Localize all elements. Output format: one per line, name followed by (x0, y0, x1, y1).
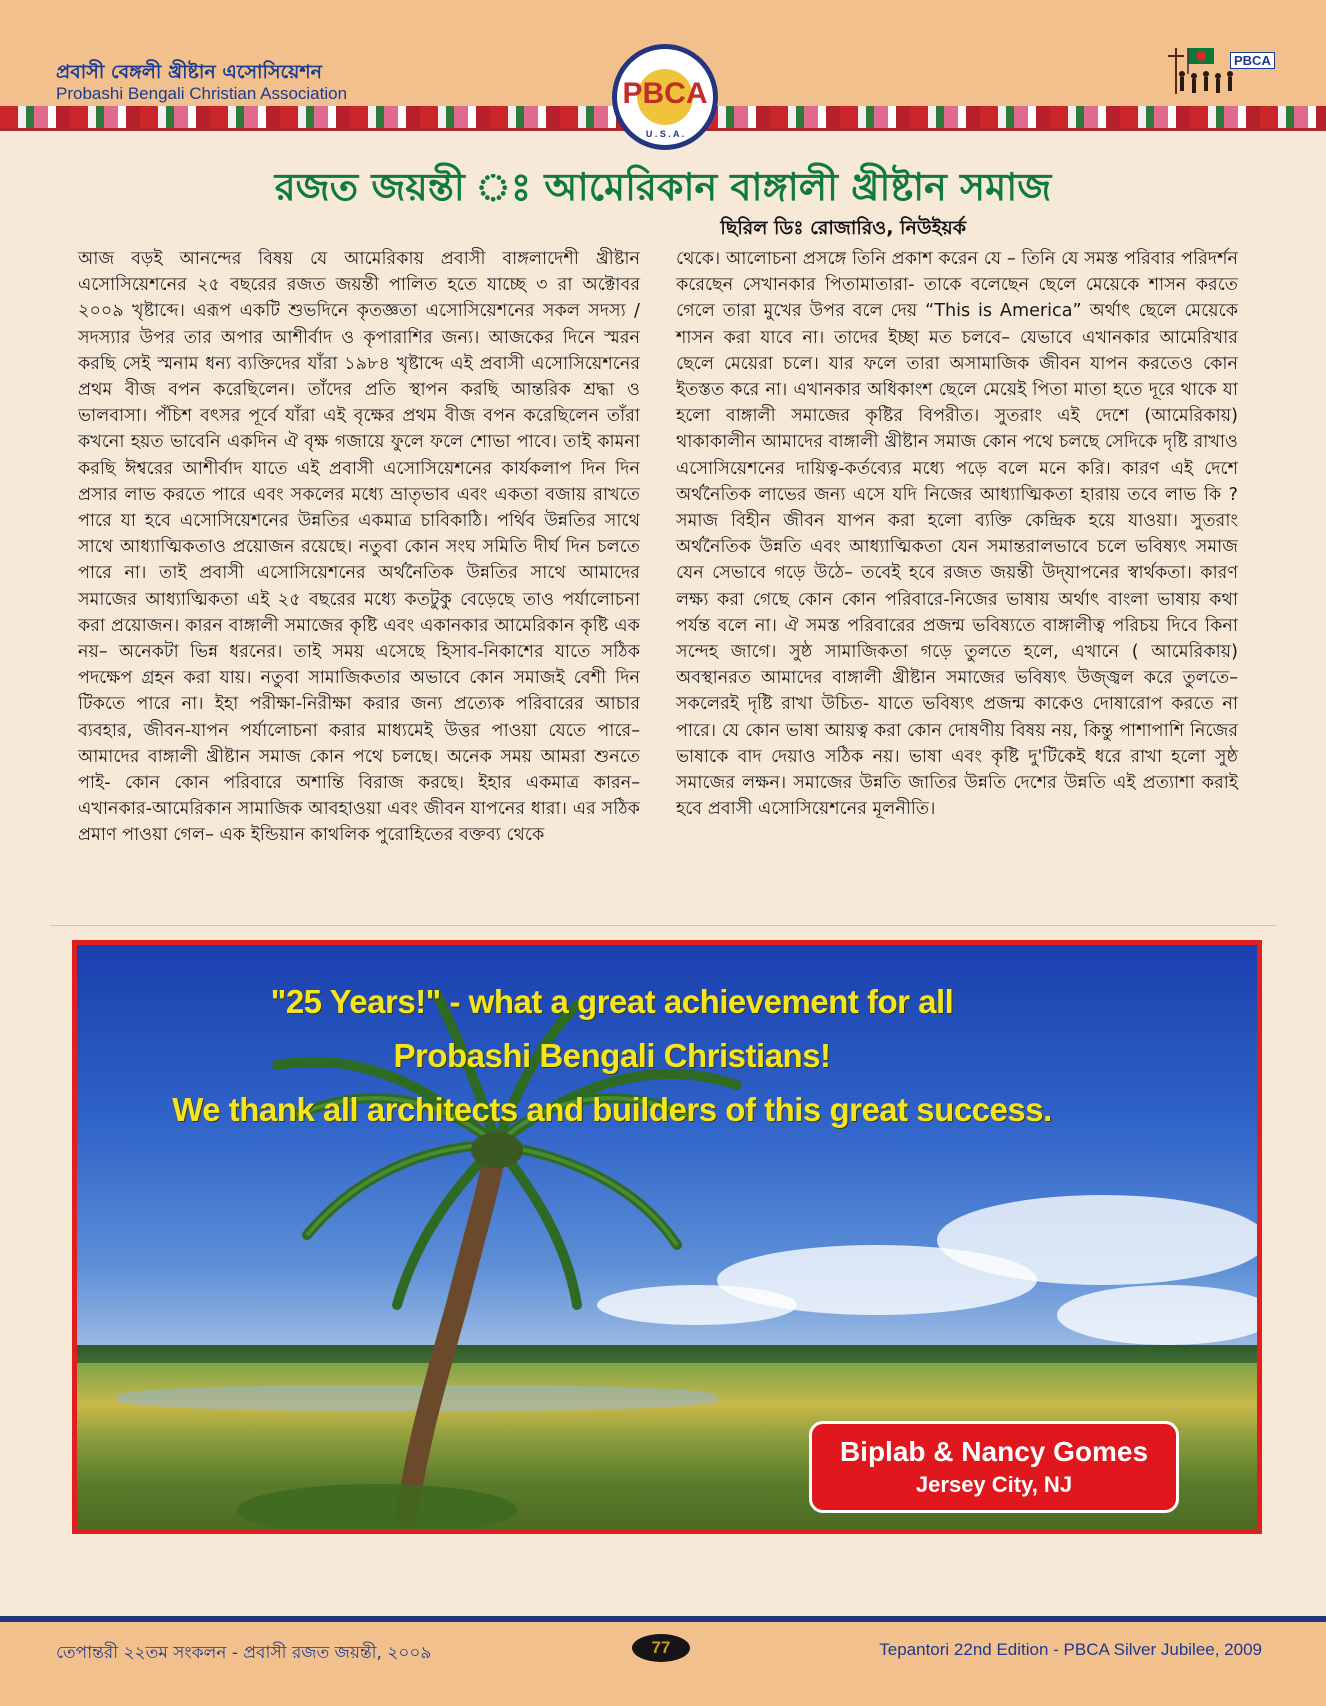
page-number: 77 (632, 1634, 690, 1662)
article-column-left (78, 246, 640, 849)
pbca-seal (612, 44, 718, 150)
article-byline: ছিরিল ডিঃ রোজারিও, নিউইয়র্ক (720, 217, 966, 239)
page-footer (0, 1622, 1326, 1706)
seal-country: U . S . A . (645, 129, 685, 139)
palm-tree-photo (72, 940, 1262, 1534)
article-text-right: থেকে। আলোচনা প্রসঙ্গে তিনি প্রকাশ করেন যে – তিনি যে সমস্ত পরিবার পরিদর্শন করেছেন সেখানকার পিতামাতারা- তাকে বলেছেন ছেলে মেয়েকে শাসন করতে গেলে তারা মুখের উপর বলে দেয় “This is America” অর্থাৎ ছেলে মেয়েকে শাসন করা যাবে না। তাদের ইচ্ছা মত চলবে– যেভাবে এখানকার আমেরিখার ছেলে মেয়েরা চলে। যার ফলে তারা অসামাজিক জীবন যাপন করতেও কোন ইতস্তত করে না। এখানকার অধিকাংশ ছেলে মেয়েই পিতা মাতা হতে দূরে থাকে যা হলো বাঙ্গালী সমাজের কৃষ্টির বিপরীত। সুতরাং এই দেশে (আমেরিকায়) থাকাকালীন আমাদের বাঙ্গালী খ্রীষ্টান সমাজ কোন পথে চলছে সেদিকে দৃষ্টি রাখাও এসোসিয়েশনের দায়িত্ব-কর্তব্যের মধ্যে পড়ে বলে মনে করি। কারণ এই দেশে অর্থনৈতিক লাভের জন্য এসে যদি নিজের আধ্যাত্মিকতা হারায় তবে লাভ কি ? সমাজ বিহীন জীবন যাপন করা হলো ব্যক্তি কেন্দ্রিক হয়ে যাওয়া। সুতরাং অর্থনৈতিক উন্নতি এবং আধ্যাত্মিকতা যেন সমান্তরালভাবে চলে ভবিষ্যৎ সমাজ যেন সেভাবে গড়ে উঠে– তবেই হবে রজত জয়ন্তী উদ্‌যাপনের স্বার্থকতা। কারণ লক্ষ্য করা গেছে কোন কোন পরিবারে-নিজের ভাষায় অর্থাৎ বাংলা ভাষায় কথা পর্যন্ত বলে না। ঐ সমস্ত পরিবারের প্রজন্ম ভবিষ্যতে বাঙ্গালীত্ব পরিচয় দিবে কিনা সন্দেহ জাগে। সুষ্ঠ সামাজিকতা গড়ে তুলতে হলে, এখানে ( আমেরিকায়) অবস্থানরত আমাদের বাঙ্গালী খ্রীষ্টান সমাজের ভবিষ্যৎ উজ্জ্বল করে তুলতে– সকলেরই দৃষ্টি রাখা উচিত- যাতে ভবিষ্যৎ প্রজন্ম কাকেও দোষারোপ করতে না পারে। যে কোন ভাষা আয়ত্ব করা কোন দোষণীয় বিষয় নয়, কিন্তু পাশাপাশি নিজের ভাষাকে বাদ দেয়াও সঠিক নয়। ভাষা এবং কৃষ্টি দু'টিকেই ধরে রাখা হলো সুষ্ঠ সমাজের লক্ষন। সমাজের উন্নতি জাতির উন্নতি দেশের উন্নতি এই প্রত্যাশা করাই হবে প্রবাসী এসোসিয়েশনের মূলনীতি। (676, 249, 1239, 820)
sponsor-name: Biplab & Nancy Gomes (839, 1436, 1149, 1467)
org-name-english: Probashi Bengali Christian Association (56, 84, 348, 103)
footer-edition-bengali: তেপান্তরী ২২তম সংকলন - প্রবাসী রজত জয়ন্তী, ২০০৯ (56, 1643, 432, 1663)
caption-line-3: We thank all architects and builders of this great success. (172, 1091, 1052, 1128)
org-name-bengali: প্রবাসী বেঙ্গলী খ্রীষ্টান এসোসিয়েশন (56, 61, 322, 83)
article-text-left: আজ বড়ই আনন্দের বিষয় যে আমেরিকায় প্রবাসী বাঙ্গলাদেশী খ্রীষ্টান এসোসিয়েশনের ২৫ বছরের রজত জয়ন্তী পালিত হতে যাচ্ছে ৩ রা অক্টোবর ২০০৯ খৃষ্টাব্দে। এরূপ একটি শুভদিনে কৃতজ্ঞতা এসোসিয়েশনের সকল সদস্য / সদস্যার উপর তার অপার আশীর্বাদ ও কৃপারাশির জন্য। আজকের দিনে স্মরন করছি সেই স্মনাম ধন্য ব্যক্তিদের যাঁরা ১৯৮৪ খৃষ্টাব্দে এই প্রবাসী এসোসিয়েশনের প্রথম বীজ বপন করেছিলেন। তাঁদের প্রতি স্থাপন করছি আন্তরিক শ্রদ্ধা ও ভালবাসা। পঁচিশ বৎসর পূর্বে যাঁরা এই বৃক্ষের প্রথম বীজ বপন করেছিলেন তাঁরা কখনো হয়ত ভাবেনি একদিন ঐ বৃক্ষ গজায়ে ফুলে ফলে শোভা পাবে। তাই কামনা করছি ঈশ্বরের আশীর্বাদ যাতে এই প্রবাসী এসোসিয়েশনের কার্যকলাপ দিন দিন প্রসার লাভ করতে পারে এবং সকলের মধ্যে ভ্রাতৃভাব এবং একতা বজায় রাখতে পারে যা হবে এসোসিয়েশনের উন্নতির একমাত্র চাবিকাঠি। পর্থিব উন্নতির সাথে সাথে আধ্যাত্মিকতাও প্রয়োজন রয়েছে। নতুবা কোন সংঘ সমিতি দীর্ঘ দিন চলতে পারে না। তাই প্রবাসী এসোসিয়েশনের অর্থনৈতিক উন্নতির সাথে আমাদের সমাজের আধ্যাত্মিকতা এই ২৫ বছরের মধ্যে কতটুকু বেড়েছে তাও পর্যালোচনা করা প্রয়োজন। কারন বাঙ্গালী সমাজের কৃষ্টি এবং একানকার আমেরিকান কৃষ্টি এক নয়– অনেকটা ভিন্ন ধরনের। তাই সময় এসেছে হিসাব-নিকাশের যাতে সঠিক পদক্ষেপ গ্রহন করা যায়। নতুবা সামাজিকতার অভাবে কোন সমাজই বেশী দিন টিকতে পারে না। ইহা পরীক্ষা-নিরীক্ষা করার জন্য প্রত্যেক পরিবারের আচার ব্যবহার, জীবন-যাপন পর্যালোচনা করার মাধ্যমেই উত্তর পাওয়া যেতে পারে– আমাদের বাঙ্গালী খ্রীষ্টান সমাজ কোন পথে চলছে। অনেক সময় আমরা শুনতে পাই- কোন কোন পরিবারে অশান্তি বিরাজ করছে। ইহার একমাত্র কারন– এখানকার-আমেরিকান সামাজিক আবহাওয়া এবং জীবন যাপনের ধারা। এর সঠিক প্রমাণ পাওয়া গেল– এক ইন্ডিয়ান কাথলিক পুরোহিতের বক্তব্য থেকে (78, 249, 640, 846)
caption-line-1: "25 Years!" - what a great achievement for all (270, 983, 954, 1020)
caption-line-2: Probashi Bengali Christians! (393, 1037, 831, 1074)
seal-letters: PBCA (622, 77, 708, 110)
photo-caption (77, 975, 1257, 1137)
footer-edition-english: Tepantori 22nd Edition - PBCA Silver Jubilee, 2009 (879, 1640, 1262, 1659)
section-divider (50, 925, 1276, 926)
sponsor-credit-box (809, 1421, 1179, 1513)
sponsor-location: Jersey City, NJ (915, 1472, 1073, 1497)
article-column-right (676, 246, 1238, 822)
pbca-logo-text: PBCA (1230, 52, 1275, 69)
article-title: রজত জয়ন্তী ঃ আমেরিকান বাঙ্গালী খ্রীষ্টান সমাজ (274, 165, 1052, 209)
